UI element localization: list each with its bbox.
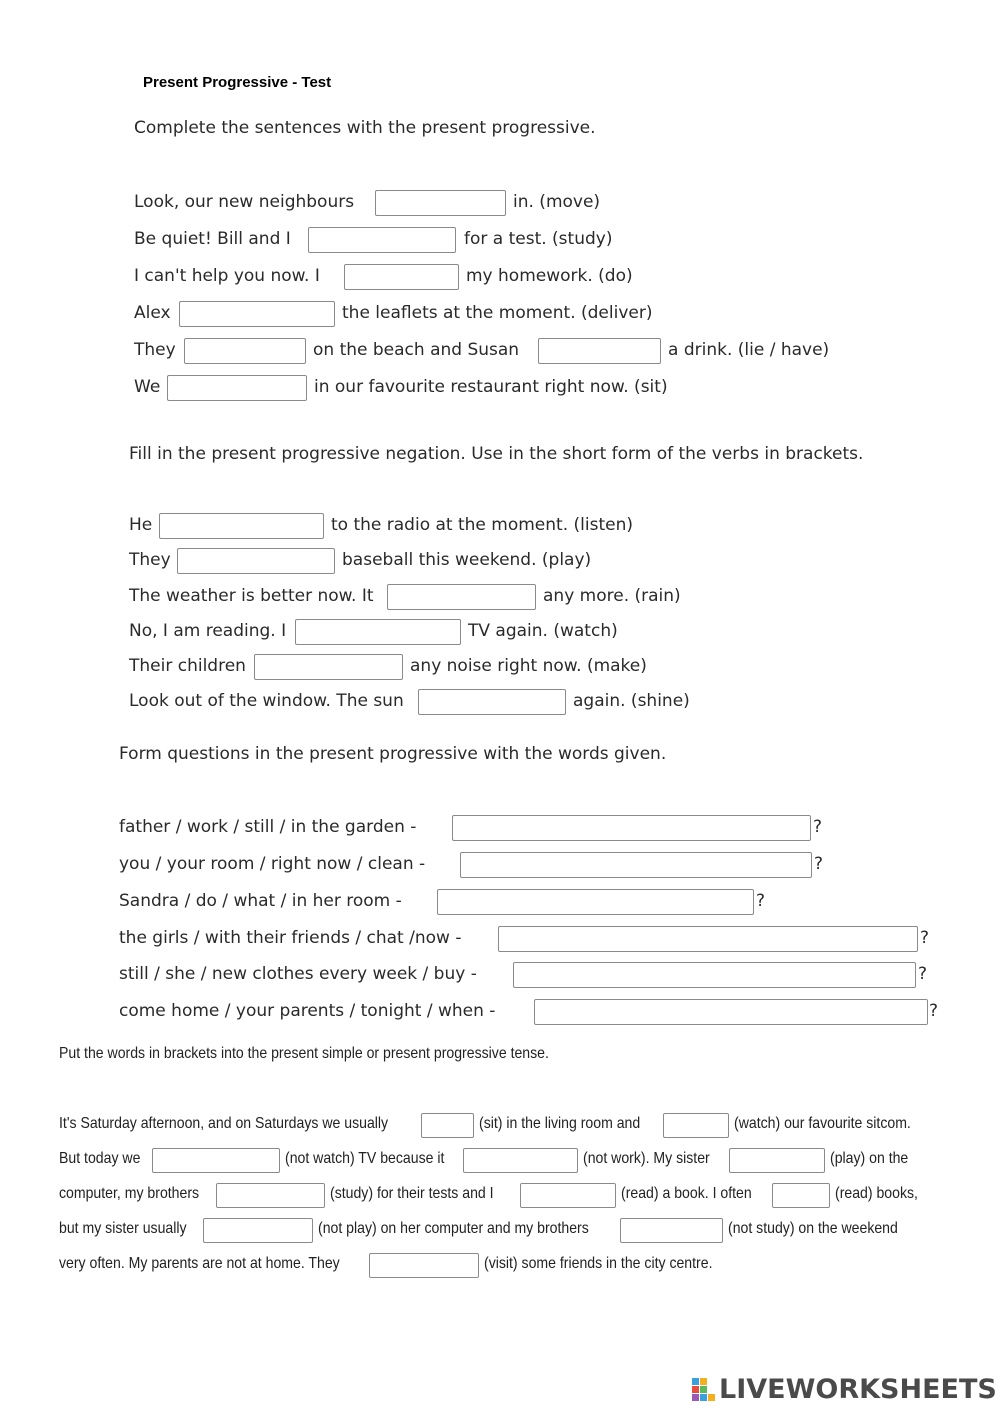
s1-r1-after: in. (move) bbox=[513, 192, 601, 212]
s2-r6-before: Look out of the window. The sun bbox=[129, 691, 404, 711]
s1-r4-before: Alex bbox=[134, 303, 171, 323]
s3-r5-input[interactable] bbox=[513, 962, 916, 988]
s3-r5-qmark: ? bbox=[918, 964, 928, 984]
s1-r1-before: Look, our new neighbours bbox=[134, 192, 355, 212]
s4-l1-t1: It's Saturday afternoon, and on Saturdays we usually bbox=[59, 1115, 389, 1132]
s3-r1-prompt: father / work / still / in the garden - bbox=[119, 817, 417, 837]
s3-r6-qmark: ? bbox=[929, 1001, 939, 1021]
s3-r3-qmark: ? bbox=[756, 891, 766, 911]
s4-l3-t4: (read) books, bbox=[835, 1185, 918, 1202]
s2-r3-input[interactable] bbox=[387, 584, 536, 610]
liveworksheets-logo-text: LIVEWORKSHEETS bbox=[719, 1374, 997, 1405]
s3-r6-prompt: come home / your parents / tonight / when - bbox=[119, 1001, 496, 1021]
s4-l1-input-1[interactable] bbox=[421, 1113, 474, 1138]
s4-l2-input-3[interactable] bbox=[729, 1148, 825, 1173]
s1-r6-input[interactable] bbox=[167, 375, 307, 401]
s2-r5-input[interactable] bbox=[254, 654, 403, 680]
s3-r5-prompt: still / she / new clothes every week / buy - bbox=[119, 964, 477, 984]
s1-r5-input-b[interactable] bbox=[538, 338, 661, 364]
section4-instruction: Put the words in brackets into the present simple or present progressive tense. bbox=[59, 1045, 549, 1062]
s4-l2-t3: (not work). My sister bbox=[583, 1150, 710, 1167]
s3-r2-qmark: ? bbox=[814, 854, 824, 874]
s4-l3-input-1[interactable] bbox=[216, 1183, 325, 1208]
s2-r2-before: They bbox=[129, 550, 171, 570]
s1-r3-before: I can't help you now. I bbox=[134, 266, 320, 286]
s4-l3-t1: computer, my brothers bbox=[59, 1185, 200, 1202]
page-title: Present Progressive - Test bbox=[143, 74, 332, 91]
s4-l1-t2: (sit) in the living room and bbox=[479, 1115, 641, 1132]
s4-l4-input-1[interactable] bbox=[203, 1218, 313, 1243]
s3-r1-input[interactable] bbox=[452, 815, 811, 841]
s3-r2-input[interactable] bbox=[460, 852, 812, 878]
s3-r4-qmark: ? bbox=[920, 928, 930, 948]
s4-l4-input-2[interactable] bbox=[620, 1218, 723, 1243]
s2-r1-input[interactable] bbox=[159, 513, 324, 539]
s3-r3-input[interactable] bbox=[437, 889, 754, 915]
s2-r4-after: TV again. (watch) bbox=[468, 621, 618, 641]
s2-r2-input[interactable] bbox=[177, 548, 335, 574]
s3-r4-prompt: the girls / with their friends / chat /now - bbox=[119, 928, 462, 948]
s4-l5-input-1[interactable] bbox=[369, 1253, 479, 1278]
s2-r4-before: No, I am reading. I bbox=[129, 621, 287, 641]
s4-l2-t4: (play) on the bbox=[830, 1150, 909, 1167]
s2-r2-after: baseball this weekend. (play) bbox=[342, 550, 592, 570]
s1-r6-before: We bbox=[134, 377, 161, 397]
s1-r1-input[interactable] bbox=[375, 190, 506, 216]
liveworksheets-logo-icon bbox=[692, 1378, 716, 1402]
s2-r1-before: He bbox=[129, 515, 153, 535]
s4-l3-t3: (read) a book. I often bbox=[621, 1185, 752, 1202]
s1-r2-input[interactable] bbox=[308, 227, 456, 253]
s3-r6-input[interactable] bbox=[534, 999, 928, 1025]
s4-l3-t2: (study) for their tests and I bbox=[330, 1185, 494, 1202]
s3-r2-prompt: you / your room / right now / clean - bbox=[119, 854, 426, 874]
s4-l5-t1: very often. My parents are not at home. They bbox=[59, 1255, 340, 1272]
s2-r5-before: Their children bbox=[129, 656, 246, 676]
s2-r6-input[interactable] bbox=[418, 689, 566, 715]
s1-r5-before: They bbox=[134, 340, 176, 360]
s1-r3-after: my homework. (do) bbox=[466, 266, 633, 286]
s2-r4-input[interactable] bbox=[295, 619, 461, 645]
s2-r3-before: The weather is better now. It bbox=[129, 586, 374, 606]
s4-l2-input-1[interactable] bbox=[152, 1148, 280, 1173]
s4-l4-t2: (not play) on her computer and my brothers bbox=[318, 1220, 589, 1237]
section3-instruction: Form questions in the present progressive with the words given. bbox=[119, 744, 667, 764]
s3-r1-qmark: ? bbox=[813, 817, 823, 837]
s4-l3-input-3[interactable] bbox=[772, 1183, 830, 1208]
s4-l2-t2: (not watch) TV because it bbox=[285, 1150, 445, 1167]
s4-l1-t3: (watch) our favourite sitcom. bbox=[734, 1115, 911, 1132]
s2-r3-after: any more. (rain) bbox=[543, 586, 681, 606]
s4-l4-t3: (not study) on the weekend bbox=[728, 1220, 898, 1237]
s2-r5-after: any noise right now. (make) bbox=[410, 656, 647, 676]
s2-r6-after: again. (shine) bbox=[573, 691, 690, 711]
s1-r5-middle: on the beach and Susan bbox=[313, 340, 520, 360]
s1-r4-input[interactable] bbox=[179, 301, 335, 327]
section1-instruction: Complete the sentences with the present progressive. bbox=[134, 118, 596, 138]
s1-r5-input-a[interactable] bbox=[184, 338, 306, 364]
s3-r4-input[interactable] bbox=[498, 926, 918, 952]
s4-l3-input-2[interactable] bbox=[520, 1183, 616, 1208]
s1-r4-after: the leaflets at the moment. (deliver) bbox=[342, 303, 653, 323]
s4-l2-t1: But today we bbox=[59, 1150, 141, 1167]
s1-r6-after: in our favourite restaurant right now. (sit) bbox=[314, 377, 668, 397]
s4-l5-t2: (visit) some friends in the city centre. bbox=[484, 1255, 713, 1272]
s4-l4-t1: but my sister usually bbox=[59, 1220, 187, 1237]
s4-l1-input-2[interactable] bbox=[663, 1113, 729, 1138]
s2-r1-after: to the radio at the moment. (listen) bbox=[331, 515, 633, 535]
s4-l2-input-2[interactable] bbox=[463, 1148, 578, 1173]
s1-r3-input[interactable] bbox=[344, 264, 459, 290]
s3-r3-prompt: Sandra / do / what / in her room - bbox=[119, 891, 402, 911]
s1-r2-before: Be quiet! Bill and I bbox=[134, 229, 291, 249]
liveworksheets-logo bbox=[692, 1374, 997, 1405]
section2-instruction: Fill in the present progressive negation. Use in the short form of the verbs in brackets. bbox=[129, 444, 864, 464]
s1-r5-after: a drink. (lie / have) bbox=[668, 340, 830, 360]
s1-r2-after: for a test. (study) bbox=[464, 229, 613, 249]
